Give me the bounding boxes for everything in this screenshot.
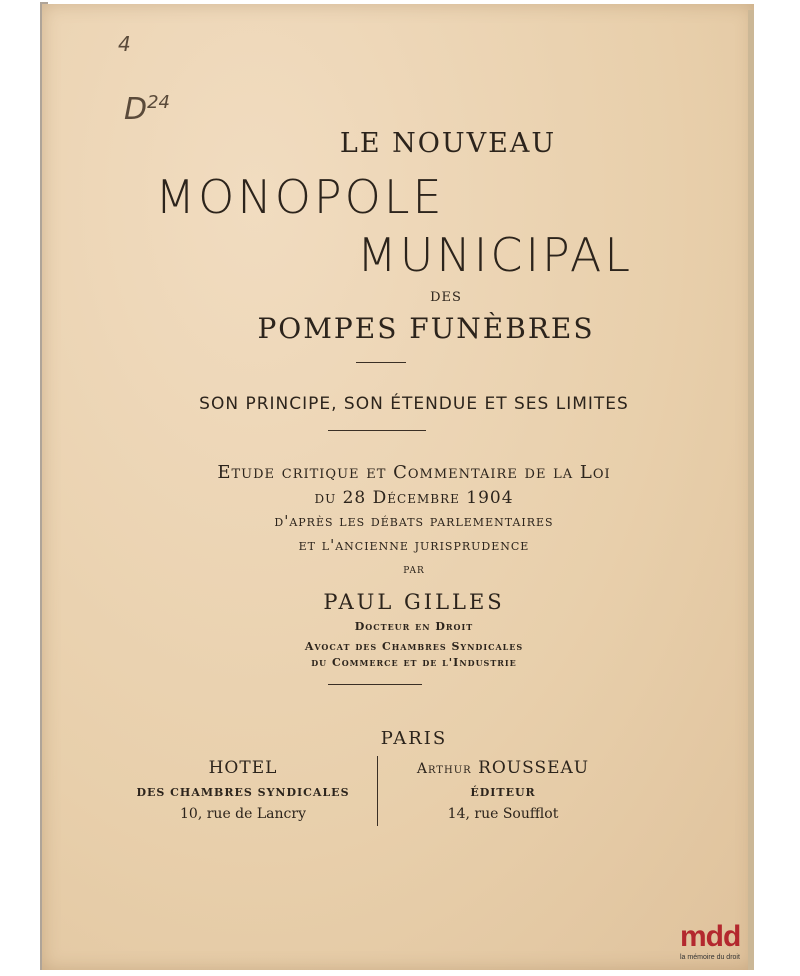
author-name: PAUL GILLES bbox=[323, 590, 505, 614]
handwritten-mark-top: 4 bbox=[118, 32, 131, 56]
publisher-right-line2: ÉDITEUR bbox=[470, 786, 536, 799]
publisher-right-prefix: Arthur bbox=[416, 761, 472, 777]
author-title-1: Docteur en Droit bbox=[354, 620, 474, 633]
publisher-right-name-line bbox=[376, 758, 630, 778]
publisher-right-name: ROUSSEAU bbox=[478, 758, 590, 778]
par-label: PAR bbox=[403, 566, 425, 576]
title-line-1: LE NOUVEAU bbox=[339, 128, 557, 159]
publisher-left-line2: DES CHAMBRES SYNDICALES bbox=[136, 786, 350, 799]
mdd-logo-brand: mdd bbox=[680, 920, 741, 953]
handwritten-call-number bbox=[124, 92, 170, 127]
rule-2 bbox=[328, 430, 426, 431]
call-number-letter: D bbox=[124, 92, 148, 127]
call-number-sup: 24 bbox=[147, 92, 171, 113]
publisher-right-address: 14, rue Soufflot bbox=[447, 806, 559, 822]
city: PARIS bbox=[380, 728, 448, 749]
title-line-4: DES bbox=[430, 290, 462, 305]
mdd-logo bbox=[680, 920, 760, 970]
mdd-logo-tagline: la mémoire du droit bbox=[680, 954, 740, 961]
author-title-2: Avocat des Chambres Syndicales bbox=[304, 640, 524, 653]
title-line-2: MONOPOLE bbox=[155, 170, 445, 224]
description-line-4: et l'ancienne jurisprudence bbox=[298, 536, 530, 554]
publisher-left-name: HOTEL bbox=[208, 758, 278, 778]
description-line-1: Etude critique et Commentaire de la Loi bbox=[217, 462, 611, 483]
title-line-5: POMPES FUNÈBRES bbox=[257, 312, 595, 345]
description-line-3: d'après les débats parlementaires bbox=[274, 512, 554, 530]
rule-3 bbox=[328, 684, 422, 685]
title-line-3: MUNICIPAL bbox=[357, 228, 633, 282]
subtitle: SON PRINCIPE, SON ÉTENDUE ET SES LIMITES bbox=[199, 394, 629, 414]
publisher-left-address: 10, rue de Lancry bbox=[180, 806, 306, 822]
rule-1 bbox=[356, 362, 406, 363]
author-title-3: du Commerce et de l'Industrie bbox=[311, 656, 517, 669]
description-line-2: du 28 Décembre 1904 bbox=[314, 488, 514, 508]
